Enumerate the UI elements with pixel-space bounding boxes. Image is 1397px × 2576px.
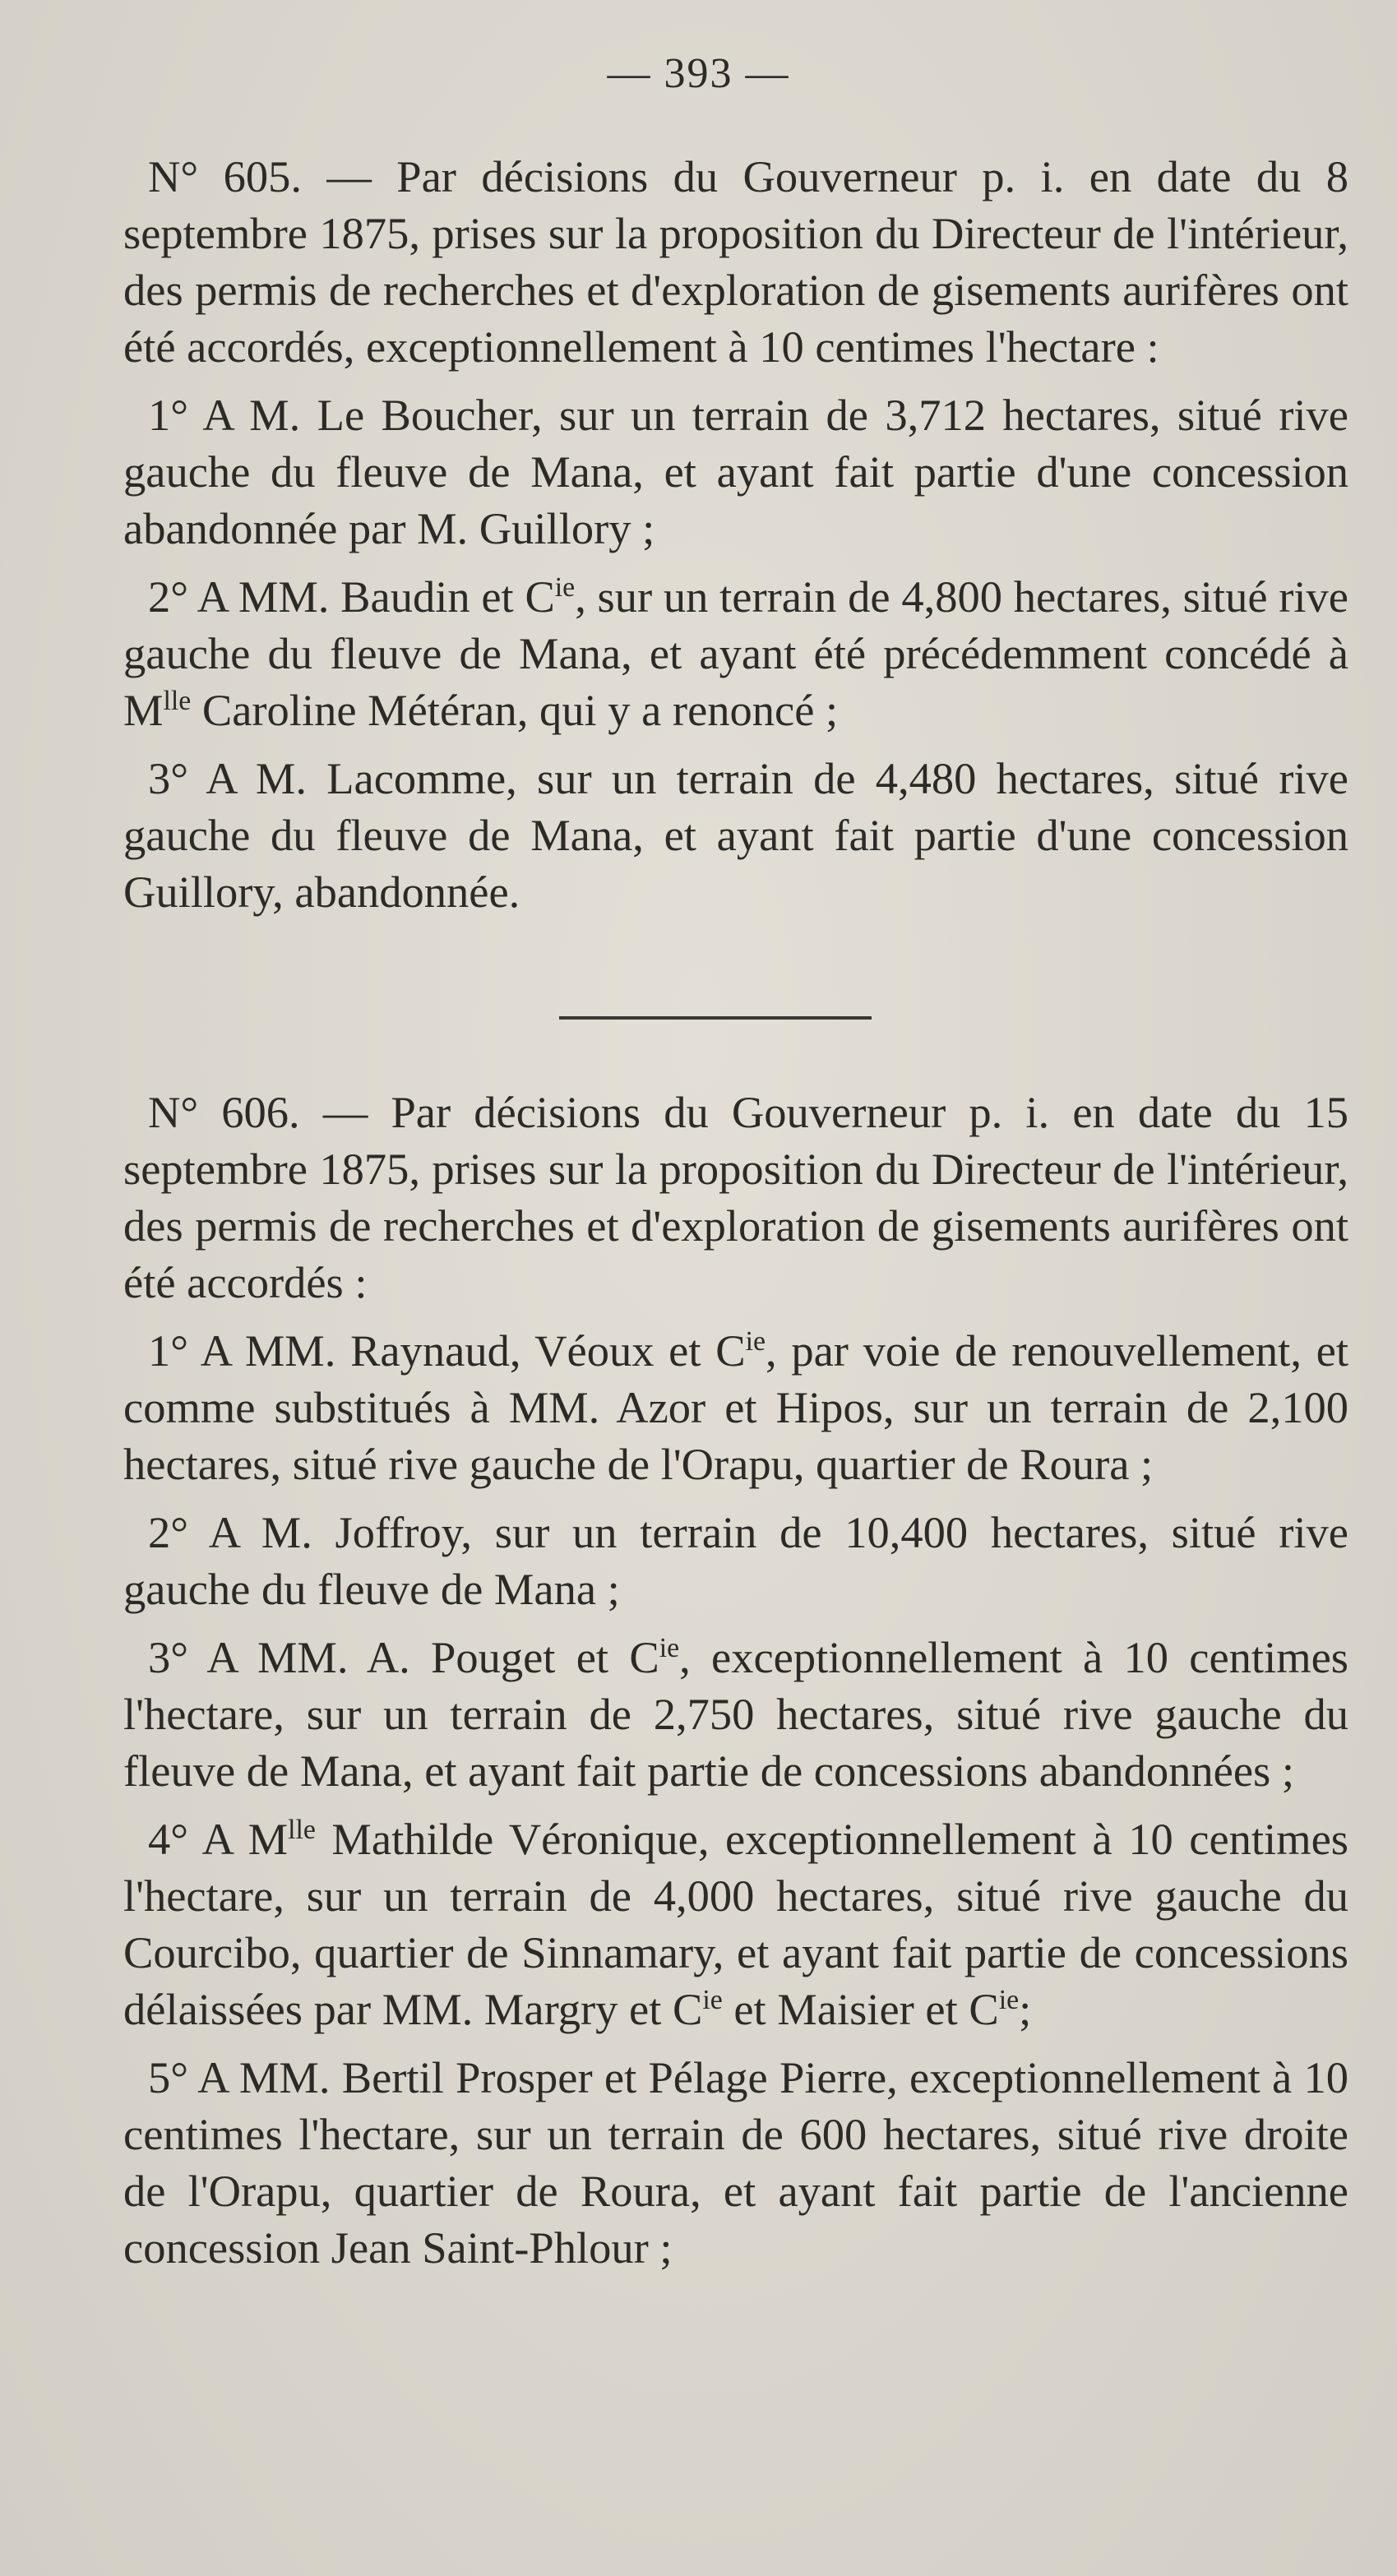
item-text: 1° A MM. Raynaud, Véoux et C	[148, 1325, 746, 1376]
decision-606-item-1	[123, 1322, 1348, 1492]
decision-606-item-3	[123, 1629, 1348, 1799]
item-text: 3° A MM. A. Pouget et C	[148, 1632, 659, 1682]
decision-605	[123, 148, 1348, 920]
item-text: 2° A MM. Baudin et C	[148, 571, 555, 622]
decision-606-item-2	[123, 1504, 1348, 1617]
item-text: Caroline Météran, qui y a renoncé ;	[191, 685, 839, 735]
item-text: 4° A M	[148, 1814, 289, 1864]
item-text: , sur un terrain de 4,800 hectares, situé rive gauche du fleuve de Mana, et ayant été précédemment concédé à M	[123, 571, 1348, 735]
decision-606-item-5	[123, 2049, 1348, 2276]
item-text: , exceptionnellement à 10 centimes l'hectare, sur un terrain de 2,750 hectares, situé rive gauche du fleuve de Mana, et ayant fait partie de concessions abandonnées ;	[123, 1632, 1348, 1796]
decision-606-intro	[123, 1084, 1348, 1311]
decision-605-intro-text: N° 605. — Par décisions du Gouverneur p. i. en date du 8 septembre 1875, prises sur la proposition du Directeur de l'intérieur, des permis de recherches et d'exploration de gisements aurifères ont été accordés, exceptionnellement à 10 centimes l'hectare :	[123, 151, 1348, 372]
superscript: ie	[702, 1984, 723, 2015]
decision-605-item-1	[123, 386, 1348, 557]
item-text: 2° A M. Joffroy, sur un terrain de 10,400 hectares, situé rive gauche du fleuve de Mana ;	[123, 1507, 1348, 1614]
decision-605-item-2	[123, 568, 1348, 738]
item-text: 3° A M. Lacomme, sur un terrain de 4,480 hectares, situé rive gauche du fleuve de Mana, et ayant fait partie d'une concession Guillory, abandonnée.	[123, 753, 1348, 917]
superscript: ie	[998, 1984, 1020, 2015]
superscript: ie	[659, 1632, 680, 1663]
item-text: , par voie de renouvellement, et comme substitués à MM. Azor et Hipos, sur un terrain de 2,100 hectares, situé rive gauche de l'Orapu, quartier de Roura ;	[123, 1325, 1348, 1489]
item-text: ;	[1019, 1984, 1032, 2034]
item-text: Mathilde Véronique, exceptionnellement à 10 centimes l'hectare, sur un terrain de 4,000 hectares, situé rive gauche du Courcibo, quartier de Sinnamary, et ayant fait partie de concessions délaissées par MM. Margry et C	[123, 1814, 1348, 2034]
decision-606-item-4	[123, 1811, 1348, 2037]
decision-606-intro-text: N° 606. — Par décisions du Gouverneur p. i. en date du 15 septembre 1875, prises sur la proposition du Directeur de l'intérieur, des permis de recherches et d'exploration de gisements aurifères ont été accordés :	[123, 1087, 1348, 1307]
item-text: 1° A M. Le Boucher, sur un terrain de 3,712 hectares, situé rive gauche du fleuve de Mana, et ayant fait partie d'une concession abandonnée par M. Guillory ;	[123, 390, 1348, 553]
section-separator	[559, 1016, 872, 1020]
superscript: ie	[745, 1325, 766, 1357]
superscript: lle	[163, 685, 192, 716]
item-text: 5° A MM. Bertil Prosper et Pélage Pierre, exceptionnellement à 10 centimes l'hectare, sur un terrain de 600 hectares, situé rive droite de l'Orapu, quartier de Roura, et ayant fait partie de l'ancienne concession Jean Saint-Phlour ;	[123, 2052, 1348, 2273]
decision-606	[123, 1084, 1348, 2276]
decision-605-intro	[123, 148, 1348, 375]
superscript: ie	[554, 571, 576, 603]
item-text: et Maisier et C	[722, 1984, 999, 2034]
decision-605-item-3	[123, 750, 1348, 920]
page-number: — 393 —	[607, 50, 790, 97]
superscript: lle	[288, 1814, 316, 1845]
